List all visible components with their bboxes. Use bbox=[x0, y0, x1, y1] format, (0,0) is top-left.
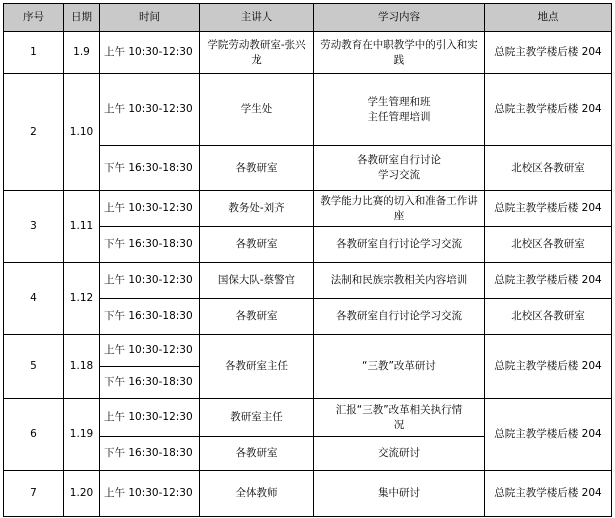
header-content: 学习内容 bbox=[314, 4, 485, 32]
cell-seq: 3 bbox=[4, 191, 64, 263]
cell-date: 1.10 bbox=[64, 74, 100, 191]
cell-location: 北校区各教研室 bbox=[485, 227, 612, 263]
cell-content: “三教”改革研讨 bbox=[314, 335, 485, 399]
table-row bbox=[4, 263, 612, 299]
cell-content: 劳动教育在中职教学中的引入和实践 bbox=[314, 32, 485, 74]
cell-speaker: 教研室主任 bbox=[200, 399, 314, 437]
cell-speaker: 各教研室 bbox=[200, 227, 314, 263]
cell-seq: 4 bbox=[4, 263, 64, 335]
cell-content: 各教研室自行讨论学习交流 bbox=[314, 299, 485, 335]
cell-seq: 2 bbox=[4, 74, 64, 191]
cell-content bbox=[314, 74, 485, 146]
schedule-table bbox=[3, 3, 612, 517]
cell-time: 下午 16:30-18:30 bbox=[100, 227, 200, 263]
header-time: 时间 bbox=[100, 4, 200, 32]
cell-date: 1.20 bbox=[64, 471, 100, 517]
cell-time: 下午 16:30-18:30 bbox=[100, 437, 200, 471]
header-row bbox=[4, 4, 612, 32]
cell-location: 总院主教学楼后楼 204 bbox=[485, 74, 612, 146]
table-row bbox=[4, 399, 612, 437]
cell-date: 1.18 bbox=[64, 335, 100, 399]
cell-location: 总院主教学楼后楼 204 bbox=[485, 191, 612, 227]
cell-content: 集中研讨 bbox=[314, 471, 485, 517]
cell-date: 1.9 bbox=[64, 32, 100, 74]
cell-speaker: 学生处 bbox=[200, 74, 314, 146]
cell-time: 下午 16:30-18:30 bbox=[100, 146, 200, 191]
cell-time: 上午 10:30-12:30 bbox=[100, 335, 200, 367]
cell-content: 法制和民族宗教相关内容培训 bbox=[314, 263, 485, 299]
cell-time: 下午 16:30-18:30 bbox=[100, 299, 200, 335]
header-seq: 序号 bbox=[4, 4, 64, 32]
cell-speaker: 学院劳动教研室-张兴龙 bbox=[200, 32, 314, 74]
cell-speaker: 国保大队-蔡警官 bbox=[200, 263, 314, 299]
cell-time: 上午 10:30-12:30 bbox=[100, 74, 200, 146]
cell-content: 教学能力比赛的切入和准备工作讲座 bbox=[314, 191, 485, 227]
header-speaker: 主讲人 bbox=[200, 4, 314, 32]
header-date: 日期 bbox=[64, 4, 100, 32]
content-text: 各教研室自行讨论学习交流 bbox=[357, 154, 441, 181]
cell-speaker: 各教研室 bbox=[200, 146, 314, 191]
cell-time: 下午 16:30-18:30 bbox=[100, 367, 200, 399]
cell-content: 各教研室自行讨论学习交流 bbox=[314, 227, 485, 263]
table-row bbox=[4, 191, 612, 227]
cell-time: 上午 10:30-12:30 bbox=[100, 399, 200, 437]
content-text: 学生管理和班主任管理培训 bbox=[367, 95, 431, 123]
cell-speaker: 教务处-刘齐 bbox=[200, 191, 314, 227]
header-location: 地点 bbox=[485, 4, 612, 32]
table-row bbox=[4, 471, 612, 517]
cell-date: 1.11 bbox=[64, 191, 100, 263]
cell-date: 1.12 bbox=[64, 263, 100, 335]
cell-content bbox=[314, 146, 485, 191]
cell-location: 北校区各教研室 bbox=[485, 299, 612, 335]
cell-speaker: 各教研室 bbox=[200, 437, 314, 471]
cell-time: 上午 10:30-12:30 bbox=[100, 191, 200, 227]
table-row bbox=[4, 32, 612, 74]
cell-location: 总院主教学楼后楼 204 bbox=[485, 399, 612, 471]
cell-location: 总院主教学楼后楼 204 bbox=[485, 263, 612, 299]
cell-time: 上午 10:30-12:30 bbox=[100, 471, 200, 517]
cell-speaker: 各教研室主任 bbox=[200, 335, 314, 399]
cell-speaker: 全体教师 bbox=[200, 471, 314, 517]
cell-location: 总院主教学楼后楼 204 bbox=[485, 335, 612, 399]
cell-location: 北校区各教研室 bbox=[485, 146, 612, 191]
table-row bbox=[4, 74, 612, 146]
table-row bbox=[4, 335, 612, 367]
cell-seq: 5 bbox=[4, 335, 64, 399]
cell-content: 交流研讨 bbox=[314, 437, 485, 471]
cell-seq: 6 bbox=[4, 399, 64, 471]
cell-content bbox=[314, 399, 485, 437]
cell-date: 1.19 bbox=[64, 399, 100, 471]
cell-speaker: 各教研室 bbox=[200, 299, 314, 335]
cell-seq: 1 bbox=[4, 32, 64, 74]
cell-location: 总院主教学楼后楼 204 bbox=[485, 471, 612, 517]
cell-seq: 7 bbox=[4, 471, 64, 517]
cell-time: 上午 10:30-12:30 bbox=[100, 32, 200, 74]
content-text: 汇报“三教”改革相关执行情况 bbox=[335, 403, 463, 431]
cell-time: 上午 10:30-12:30 bbox=[100, 263, 200, 299]
cell-location: 总院主教学楼后楼 204 bbox=[485, 32, 612, 74]
